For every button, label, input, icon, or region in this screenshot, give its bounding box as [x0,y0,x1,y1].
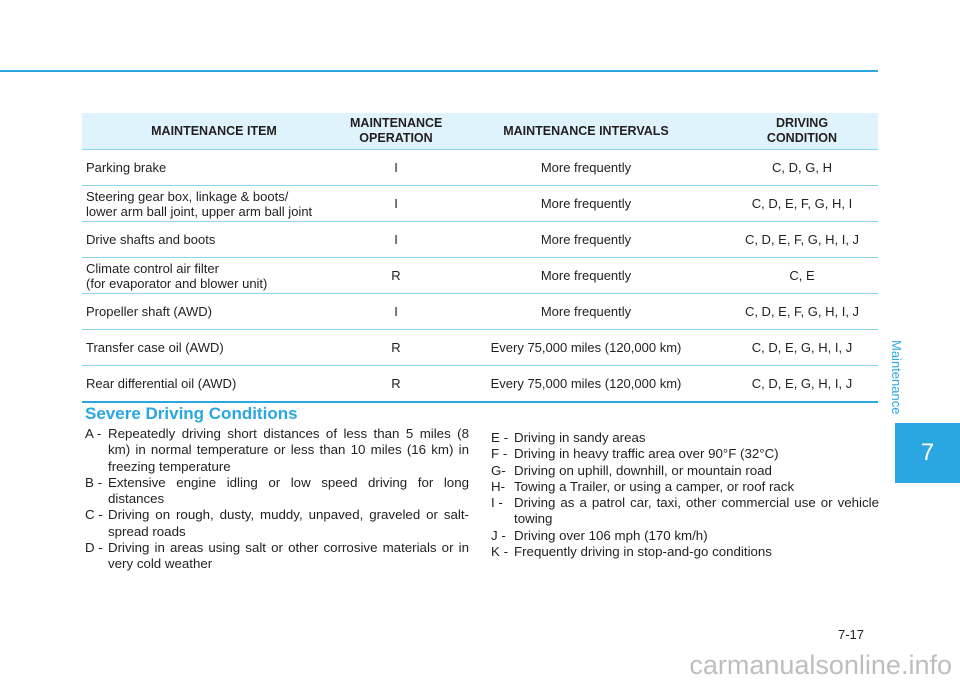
condition-text: Driving on rough, dusty, muddy, unpaved, graveled or salt-spread roads [108,507,469,539]
condition-letter: F - [491,446,508,462]
cell-interval: Every 75,000 miles (120,000 km) [446,366,726,403]
watermark: carmanualsonline.info [689,650,952,680]
cell-conditions: C, D, E, F, G, H, I [726,186,878,222]
cell-item: Parking brake [82,150,346,186]
condition-letter: B - [85,474,102,490]
condition-text: Driving in heavy traffic area over 90°F (32°C) [514,446,779,462]
section-side-label: Maintenance [889,340,904,415]
cell-interval: Every 75,000 miles (120,000 km) [446,330,726,366]
table-row [82,366,878,403]
cell-item: Steering gear box, linkage & boots/ lower arm ball joint, upper arm ball joint [82,186,346,222]
table-row [82,330,878,366]
condition-letter: I - [491,495,503,511]
cell-interval: More frequently [446,222,726,258]
header-driving-condition: DRIVING CONDITION [726,113,878,150]
condition-letter: H- [491,478,506,494]
severe-conditions-heading: Severe Driving Conditions [85,404,298,423]
condition-letter: C - [85,507,103,523]
condition-letter: E - [491,430,508,445]
condition-item [85,507,469,540]
cell-interval: More frequently [446,258,726,294]
condition-letter: D - [85,540,103,556]
condition-item [491,446,879,462]
cell-item: Drive shafts and boots [82,222,346,258]
table-row [82,222,878,258]
cell-operation: I [346,150,446,186]
cell-conditions: C, E [726,258,878,294]
page-number: 7-17 [838,627,865,642]
top-rule [0,70,878,72]
cell-operation: R [346,366,446,403]
severe-conditions-list-left [85,426,469,573]
condition-item [85,540,469,573]
condition-text: Driving on uphill, downhill, or mountain road [514,462,772,478]
cell-item: Rear differential oil (AWD) [82,366,346,403]
cell-conditions: C, D, E, F, G, H, I, J [726,222,878,258]
cell-interval: More frequently [446,186,726,222]
condition-text: Driving as a patrol car, taxi, other commercial use or vehicle towing [514,495,879,527]
cell-interval: More frequently [446,150,726,186]
condition-text: Frequently driving in stop-and-go conditions [514,544,772,560]
cell-operation: I [346,186,446,222]
cell-operation: I [346,222,446,258]
condition-item [491,479,879,495]
condition-letter: J - [491,527,506,543]
condition-item [85,426,469,475]
condition-item [491,430,879,446]
condition-text: Driving in sandy areas [514,430,646,445]
condition-item [491,544,879,560]
table-header-row [82,113,878,150]
severe-conditions-list-right [491,430,879,560]
maintenance-table [82,113,878,403]
condition-item [491,463,879,479]
cell-item: Propeller shaft (AWD) [82,294,346,330]
condition-item [491,495,879,528]
condition-text: Repeatedly driving short distances of less than 5 miles (8 km) in normal temperature or less than 10 miles (16 km) in freezing temperature [108,426,469,474]
table-row [82,186,878,222]
cell-interval: More frequently [446,294,726,330]
cell-operation: R [346,330,446,366]
header-maintenance-intervals: MAINTENANCE INTERVALS [446,113,726,150]
cell-operation: I [346,294,446,330]
condition-item [85,475,469,508]
cell-operation: R [346,258,446,294]
condition-letter: K - [491,544,508,560]
cell-item: Transfer case oil (AWD) [82,330,346,366]
condition-letter: A - [85,426,102,441]
condition-text: Extensive engine idling or low speed driving for long distances [108,474,469,507]
cell-conditions: C, D, E, F, G, H, I, J [726,294,878,330]
cell-conditions: C, D, E, G, H, I, J [726,330,878,366]
cell-item: Climate control air filter (for evaporator and blower unit) [82,258,346,294]
condition-text: Towing a Trailer, or using a camper, or roof rack [514,478,795,494]
table-row [82,150,878,186]
condition-text: Driving in areas using salt or other corrosive materials or in very cold weather [108,540,469,572]
header-maintenance-item: MAINTENANCE ITEM [82,113,346,150]
condition-text: Driving over 106 mph (170 km/h) [514,527,708,543]
cell-conditions: C, D, E, G, H, I, J [726,366,878,403]
condition-letter: G- [491,462,506,478]
header-maintenance-operation: MAINTENANCE OPERATION [346,113,446,150]
cell-conditions: C, D, G, H [726,150,878,186]
table-row [82,258,878,294]
table-row [82,294,878,330]
condition-item [491,528,879,544]
chapter-tab: 7 [895,423,960,483]
